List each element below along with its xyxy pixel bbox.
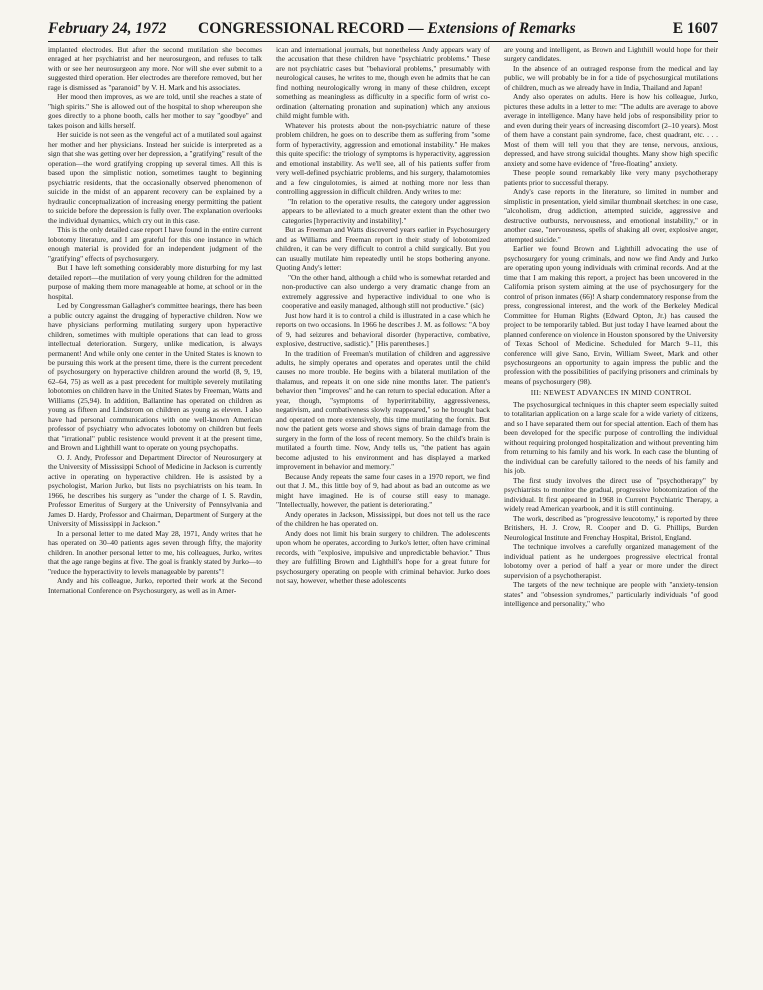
paragraph: In a personal letter to me dated May 28, 1971, Andy writes that he has operated on 30–40 patients ages seven through fifty, the majority children. In another personal letter to me, his colleagues, Jurko, writes that the age range begins at five. The goal is frankly stated by Jurko—to "reduce the hyperactivity to levels manageable by parents"! (48, 528, 262, 576)
text-column-2 (276, 45, 490, 945)
block-quote: "On the other hand, although a child who is somewhat retarded and non-productive can also undergo a very dramatic change from an extremely aggressive and hyperactive individual to one who is cooperative and easily managed, although still not productive." (sic) (282, 272, 490, 311)
paragraph: The psychosurgical techniques in this chapter seem especially suited to totalitarian application on a large scale for a wide variety of citizens, and so I have separated them out for special attention. Each of them has been developed for the specific purpose of controlling the individual without requiring prolonged hospitalization and without preventing him from returning to his family and his work. In each case the blunting of the individual can be carefully tailored to the needs of his family and his job. (504, 399, 718, 476)
header-date: February 24, 1972 (48, 20, 167, 37)
section-heading: III: NEWEST ADVANCES IN MIND CONTROL (530, 388, 692, 398)
block-quote: "In relation to the operative results, the category under aggression appears to be alleviated to a much greater extent than the other two categories [hyperactivity and instability]." (282, 196, 490, 225)
paragraph: The targets of the new technique are people with "anxiety-tension states" and "obsession syndromes," particularly individuals "of good intelligence and personality," who (504, 580, 718, 609)
text-column-3 (504, 45, 718, 945)
paragraph: Earlier we found Brown and Lighthill advocating the use of psychosurgery for young criminals, and now we find Andy and Jurko are operating upon young individuals with criminal records. And at the time that I am making this report, a project has been uncovered in the California prison system aiming at the use of psychosurgery for the control of prison inmates (66)! A sharp condemnatory response from the press, congressional interest, and the work of the Berkeley Medical Committee for Human Rights (Edward Opton, Jr.) has caused the project to be temporarily tabled. But just today I have learned about the planned conference on violence in Houston sponsored by the University of Texas School of Medicine. Scheduled for March 9–11, this conference will give Sano, Ervin, William Sweet, Mark and other psychosurgeons an opportunity to again impress the public and the profession with the possibilities of pacifying prisoners and criminals by means of psychosurgery (98). (504, 244, 718, 386)
paragraph: These people sound remarkably like very many psychotherapy patients prior to successful therapy. (504, 168, 718, 187)
paragraph: Because Andy repeats the same four cases in a 1970 report, we find out that J. M., this little boy of 9, had about as bad an outcome as we might have imagined. He is of course still easy to manage. "Intellectually, however, the patient is deteriorating." (276, 471, 490, 510)
header-title-main: CONGRESSIONAL RECORD — (198, 20, 424, 37)
paragraph: Her suicide is not seen as the vengeful act of a mutilated soul against her mother and her physicians. Instead her suicide is interpreted as a sign that she was getting over her depression, a "gratifying" result of the operation—the word gratifying cropping up several times. All this is based upon the simplistic notion, sometimes taught to beginning psychiatric residents, that the occasionally observed phenomenon of suicide in the midst of an apparent recovery can be explained by a hydraulic conceptualization of increasing energy permitting the patient to suicide before the depression is fully over. The explanation overlooks the individual dynamics, which cry out in this case. (48, 130, 262, 225)
paragraph: Her mood then improves, as we are told, until she reaches a state of "high spirits." She is allowed out of the hospital to shop whereupon she goes directly to a phone booth, calls her mother to say "goodbye" and takes poison and kills herself. (48, 92, 262, 130)
page-number: E 1607 (672, 20, 718, 37)
paragraph: Andy and his colleague, Jurko, reported their work at the Second International Conference on Psychosurgery, as well as in Amer- (48, 576, 262, 595)
paragraph: The work, described as "progressive leucotomy," is reported by three Britishers, H. J. Crow, R. Cooper and D. G. Phillips, Burden Neurological Institute and Frenchay Hospital, Bristol, England. (504, 513, 718, 542)
paragraph: The first study involves the direct use of "psychotherapy" by psychiatrists to monitor the gradual, progressive lobotomization of the individual. It first appeared in 1968 in Current Psychiatric Therapy, a widely read American yearbook, and it is still continuing. (504, 475, 718, 514)
paragraph: But as Freeman and Watts discovered years earlier in Psychosurgery and as Williams and Freeman report in their study of lobotomized children, it can be very difficult to control a child surgically. But you can usually mutilate him repeatedly until he stops bothering anyone. Quoting Andy's letter: (276, 225, 490, 273)
paragraph: are young and intelligent, as Brown and Lighthill would hope for their surgery candidates. (504, 45, 718, 64)
paragraph: Andy also operates on adults. Here is how his colleague, Jurko, pictures these adults in a letter to me: "The adults are average to above average in intelligence. Many have held jobs of responsibility prior to and even during their years of increasing discomfort (2–10 years). Most of them have a constant pain syndrome, face, chest quadrant, etc. . . . Most of them will tell you that they are tense, nervous, anxious, depressed, and have strong suicidal thoughts. Many show high specific anxiety and some have evidence of "free-floating" anxiety. (504, 92, 718, 168)
page-header (48, 18, 718, 40)
paragraph: Andy's case reports in the literature, so limited in number and simplistic in presentation, yield similar thumbnail sketches: in one case, "alcoholism, drug addiction, attempted suicide, aggressive and destructive outbursts, nervousness, and emotional instability," or in another case, "nervousness, spells of shaking all over, explosive anger, attempted suicide." (504, 187, 718, 244)
paragraph: In the tradition of Freeman's mutilation of children and aggressive adults, he simply operates and operates and operates until the child causes no more trouble. He begins with a bilateral mutilation of the thalamus, and repeats it on one side nine months later. The patient's behavior then "improves" and he can return to special education. After a year, though, "symptoms of hyperirritability, aggressiveness, negativism, and combativeness slowly reappeared," so he brought back and operated on more extensively, this time mutilating the fornix. But now the patient gets worse and shows signs of brain damage from the surgery in the form of the loss of recent memory. So the child's brain is mutilated a fourth time. Now, Andy tells us, "the patient has again become adjusted to his environment and has displayed a marked improvement in behavior and memory." (276, 348, 490, 472)
paragraph: Led by Congressman Gallagher's committee hearings, there has been a public outcry against the drugging of hyperactive children. Now we have physicians performing mutilating surgery upon hyperactive children, sometimes with multiple operations that can lead to gross intellectual deterioration. Surgery, unlike medication, is always permanent! And while only one center in the United States is known to be pursuing this work at the present time, there is the current precedent of psychosurgery on hyperactive children around the world (8, 9, 19, 62–64, 75) as well as a past precedent for multiple severely mutilating lobotomies on children have in the United States by Freeman, Watts and Williams (25,94). In addition, Ballantine has operated on children as young as fifteen and Lindstrom on children as young as eleven. I also have had personal communications with one well-known American professor of psychiatry who advocates lobotomy on children but feels that "irrational" public resistence would prevent it at the present time, and Brown and Lighthill want to operate on young psychopaths. (48, 301, 262, 453)
paragraph: Just how hard it is to control a child is illustrated in a case which he reports on two occasions. In 1966 he describes J. M. as follows: "A boy of 9, had seizures and behavioral disorder (hyperactive, combative, explosive, destructive, sadistic)." [His parentheses.] (276, 310, 490, 349)
header-title-section: Extensions of Remarks (427, 20, 576, 37)
paragraph: implanted electrodes. But after the second mutilation she becomes enraged at her psychiatrist and her neurosurgeon, and refuses to talk with or see her neurosurgeon any more. Nor will she ever submit to a suggested third operation. Her electrodes are therefore removed, but her rage is dismissed as "paranoid" by V. H. Mark and his associates. (48, 45, 262, 92)
header-rule (48, 41, 718, 42)
paragraph: This is the only detailed case report I have found in the entire current lobotomy literature, and I am grateful for this one instance in which enough material is provided for an independent judgment of the "gratifying" effects of psychosurgery. (48, 225, 262, 263)
paragraph: Andy operates in Jackson, Mississippi, but does not tell us the race of the children he has operated on. (276, 509, 490, 529)
paragraph: In the absence of an outraged response from the medical and lay public, we will probably be in for a tide of psychosurgical mutilations of children, much as we already have in India, Thailand and Japan! (504, 63, 718, 92)
paragraph: Whatever his protests about the non-psychiatric nature of these problem children, he goes on to describe them as suffering from "some form of hyperactivity, aggression and emotional instability." He makes this quite specific: the triology of symptoms is hyperactivity, aggression and emotional instability. As we'll see, all of his patients suffer from very well-defined psychiatric problems, and his surgery, thalamotomies and a few cingulotomies, is aimed at nothing more nor less than controlling aggression in difficult children. Andy writes to me: (276, 120, 490, 197)
text-column-1 (48, 45, 262, 945)
paragraph: ican and international journals, but nonetheless Andy appears wary of the accusation that these children have "psychiatric problems." These are not psychiatric cases but "behavioral problems," presumably with neurological causes, he writes to me, though even he admits that he can find nothing neurologically wrong in many of these children, except something as meaningless as difficulty in a specific form of wrist co-ordination (alternating pronation and supination) which any anxious child might fumble with. (276, 45, 490, 121)
paragraph: Andy does not limit his brain surgery to children. The adolescents upon whom he operates, according to Jurko's letter, often have criminal records, with "explosive, impulsive and unpredictable behavior." Thus they are fulfilling Brown and Lighthill's hope for a great future for psychosurgery operating on people with criminal behavior. Jurko does not say, however, whether these adolescents (276, 528, 490, 586)
header-title (198, 18, 576, 40)
paragraph: But I have left something considerably more disturbing for my last detailed report—the mutilation of very young children for the admitted purpose of making them more manageable at home, at school or in the hospital. (48, 263, 262, 301)
paragraph: The technique involves a carefully organized management of the individual patient as he undergoes progressive electrical frontal lobotomy over a period of half a year or more under the direct supervision of a psychotherapist. (504, 542, 718, 580)
paragraph: O. J. Andy, Professor and Department Director of Neurosurgery at the University of Mississippi School of Medicine in Jackson is currently active in operating on hyperactive children. He is assisted by a psychologist, Marion Jurko, but lists no psychiatrists on his team. In 1966, he describes his surgery as "under the charge of I. S. Ravdin, Professor Emeritus of Surgery at the University of Pennsylvania and James D. Hardy, Professor and Chairman, Department of Surgery at the University of Mississippi in Jackson." (48, 452, 262, 529)
